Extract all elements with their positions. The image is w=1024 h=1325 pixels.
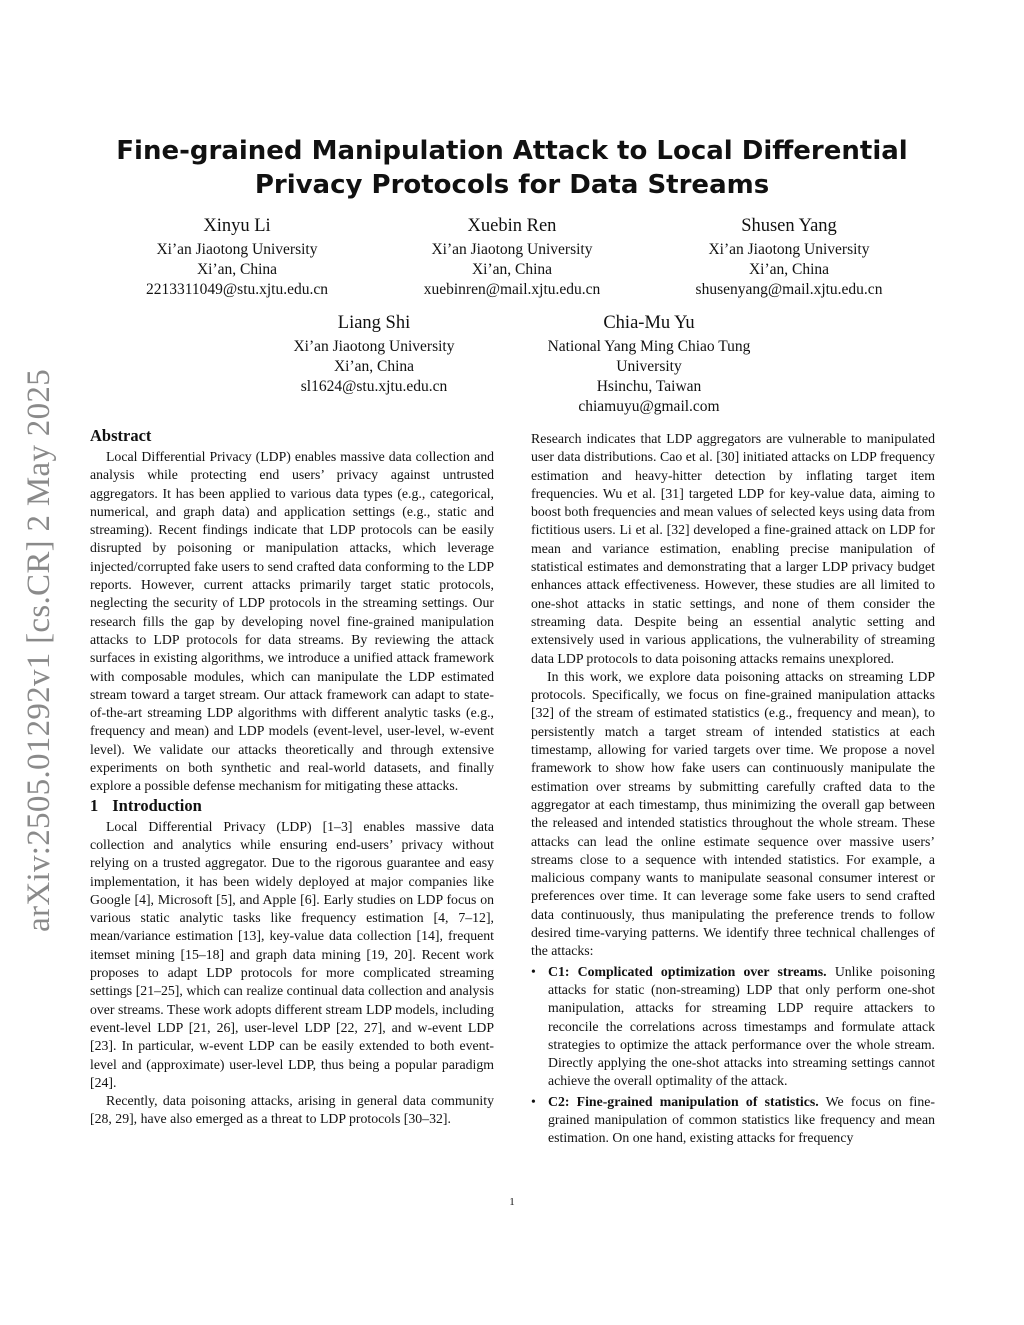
author-email: shusenyang@mail.xjtu.edu.cn — [695, 281, 883, 298]
section-title: Introduction — [112, 795, 202, 815]
author-block — [137, 214, 337, 300]
author-block — [677, 214, 901, 300]
author-email: 2213311049@stu.xjtu.edu.cn — [145, 281, 329, 298]
author-affiliation: National Yang Ming Chiao Tung — [547, 338, 751, 355]
left-column — [90, 426, 494, 1129]
challenge-text: We focus on fine-grained manipulation of common statistics like frequency and mean estimation. On one hand, existing attacks for frequency — [548, 1093, 936, 1146]
challenge-text: Unlike poisoning attacks for static (non-streaming) LDP that only perform one-shot manipulation, attacks for streaming LDP require attackers to reconcile the correlations across timestamps and formulate attack strategies to optimize the attack performance over the whole stream. Directly applying the one-shot attacks into streaming settings cannot achieve the overall optimality of the attack. — [548, 963, 935, 1089]
author-name: Shusen Yang — [741, 216, 837, 236]
author-email: xuebinren@mail.xjtu.edu.cn — [423, 281, 601, 298]
author-affiliation-cont: University — [616, 358, 682, 375]
right-column — [531, 430, 935, 1150]
intro-paragraph: Local Differential Privacy (LDP) [1–3] enables massive data collection and analytics while ensuring end-users’ privacy without relying on a trusted aggregator. Due to the rigorous guarantee and easy implementation, it has been widely deployed at major companies like Google [4], Microsoft [5], and Apple [6]. Early studies on LDP focus on various static analytic tasks like frequency estimation [4, 7–12], mean/variance estimation [13], key-value data collection [14], frequent itemset mining [15–18] and graph data mining [19, 20]. Recent work proposes to adapt LDP protocols for more complicated streaming settings [21–25], which can realize continual data collection and analysis over streams. These work adopts different stream LDP models, including event-level LDP [21, 26], user-level LDP [22, 27], and w-event LDP [23]. In particular, w-event LDP can be easily extended to both event-level and (approximate) user-level LDP, thus being a popular paradigm [24]. — [90, 818, 494, 1090]
challenge-list — [531, 963, 935, 1148]
author-name: Liang Shi — [337, 313, 411, 333]
abstract-text: Local Differential Privacy (LDP) enables massive data collection and analysis while protecting end users’ privacy against untrusted aggregators. It has been applied to various data types (e.g., categorical, numerical, and graph data) and application settings (e.g., static and streaming). Recent findings indicate that LDP protocols can be easily disrupted by poisoning or manipulation attacks, which leverage injected/corrupted fake users to send crafted data conforming to the LDP reports. However, current attacks primarily target static protocols, neglecting the security of LDP protocols in the streaming settings. Our research fills the gap by developing novel fine-grained manipulation attacks to LDP protocols for data streams. By reviewing the attack surfaces in existing algorithms, we introduce a unified attack framework with composable modules, which can manipulate the LDP estimated stream toward a target stream. Our attack framework can adapt to state-of-the-art streaming LDP algorithms with different analytic tasks (e.g., frequency and mean) and LDP models (event-level, user-level, w-event level). We validate our attacks theoretically and through extensive experiments on both synthetic and real-world datasets, and finally explore a possible defense mechanism for mitigating these attacks. — [90, 449, 494, 794]
author-block — [274, 311, 474, 397]
author-location: Xi’an, China — [196, 261, 278, 278]
author-location: Xi’an, China — [748, 261, 830, 278]
author-email: sl1624@stu.xjtu.edu.cn — [300, 378, 448, 395]
paper-title: Fine-grained Manipulation Attack to Local Differential Privacy Protocols for Data Streams — [116, 136, 908, 200]
challenge-label: C2: Fine-grained manipulation of statistics. — [548, 1093, 819, 1109]
author-email: chiamuyu@gmail.com — [578, 398, 720, 415]
arxiv-identifier: arXiv:2505.01292v1 [cs.CR] 2 May 2025 — [20, 368, 57, 932]
author-affiliation: Xi’an Jiaotong University — [293, 338, 455, 355]
author-name: Xinyu Li — [203, 216, 271, 236]
bullet-icon: • — [531, 1093, 536, 1109]
intro-paragraph: In this work, we explore data poisoning attacks on streaming LDP protocols. Specifically, we focus on fine-grained manipulation attacks [32] of the stream of estimated statistics (e.g., frequency and mean), to persistently match a target stream of intended statistics at each timestamp, allowing for varied targets over time. We propose a novel framework to show how fake users can continuously manipulate the estimation over streams by submitting carefully crafted data to the aggregator at each timestamp, thus minimizing the overall gap between the released and intended statistics throughout the whole stream. These attacks can lead the online estimate sequence over massive users’ streams close to a sequence with intended statistics. For example, a malicious company wants to manipulate seasonal consumer interest or preferences over time. It can leverage some fake users to send crafted data continuously, thus manipulating the preference trends to follow desired time-varying patterns. We identify three technical challenges of the attacks: — [531, 668, 935, 959]
author-block — [530, 311, 768, 417]
author-affiliation: Xi’an Jiaotong University — [156, 241, 318, 258]
challenge-item — [531, 1093, 935, 1148]
author-location: Hsinchu, Taiwan — [596, 378, 702, 395]
author-location: Xi’an, China — [333, 358, 415, 375]
abstract-heading: Abstract — [90, 426, 152, 445]
section-number: 1 — [90, 795, 99, 815]
arxiv-sidebar — [8, 350, 70, 950]
challenge-label: C1: Complicated optimization over streams. — [548, 963, 827, 979]
intro-heading — [90, 796, 494, 816]
intro-paragraph: Research indicates that LDP aggregators are vulnerable to manipulated user data distributions. Cao et al. [30] initiated attacks on LDP frequency estimation and heavy-hitter detection by inflating target item frequencies. Wu et al. [31] targeted LDP for key-value data, aiming to boost both frequencies and mean values of selected keys using data from fictitious users. Li et al. [32] developed a fine-grained attack on LDP for mean and variance estimation, enabling precise manipulation of statistical estimates and demonstrating that a larger LDP privacy budget enhances attack effectiveness. However, these studies are all limited to one-shot attacks in static settings, and none of them consider the streaming data. Despite being an essential analytic setting and extensively used in various applications, the vulnerability of streaming data LDP protocols to data poisoning attacks remains unexplored. — [531, 431, 935, 666]
author-affiliation: Xi’an Jiaotong University — [431, 241, 593, 258]
author-affiliation: Xi’an Jiaotong University — [708, 241, 870, 258]
page-number: 1 — [509, 1196, 515, 1208]
author-name: Chia-Mu Yu — [603, 313, 695, 333]
challenge-item — [531, 963, 935, 1091]
author-location: Xi’an, China — [471, 261, 553, 278]
author-block — [412, 214, 612, 300]
author-name: Xuebin Ren — [467, 216, 557, 236]
intro-paragraph: Recently, data poisoning attacks, arising in general data community [28, 29], have also emerged as a threat to LDP protocols [30–32]. — [90, 1093, 494, 1127]
bullet-icon: • — [531, 963, 536, 979]
